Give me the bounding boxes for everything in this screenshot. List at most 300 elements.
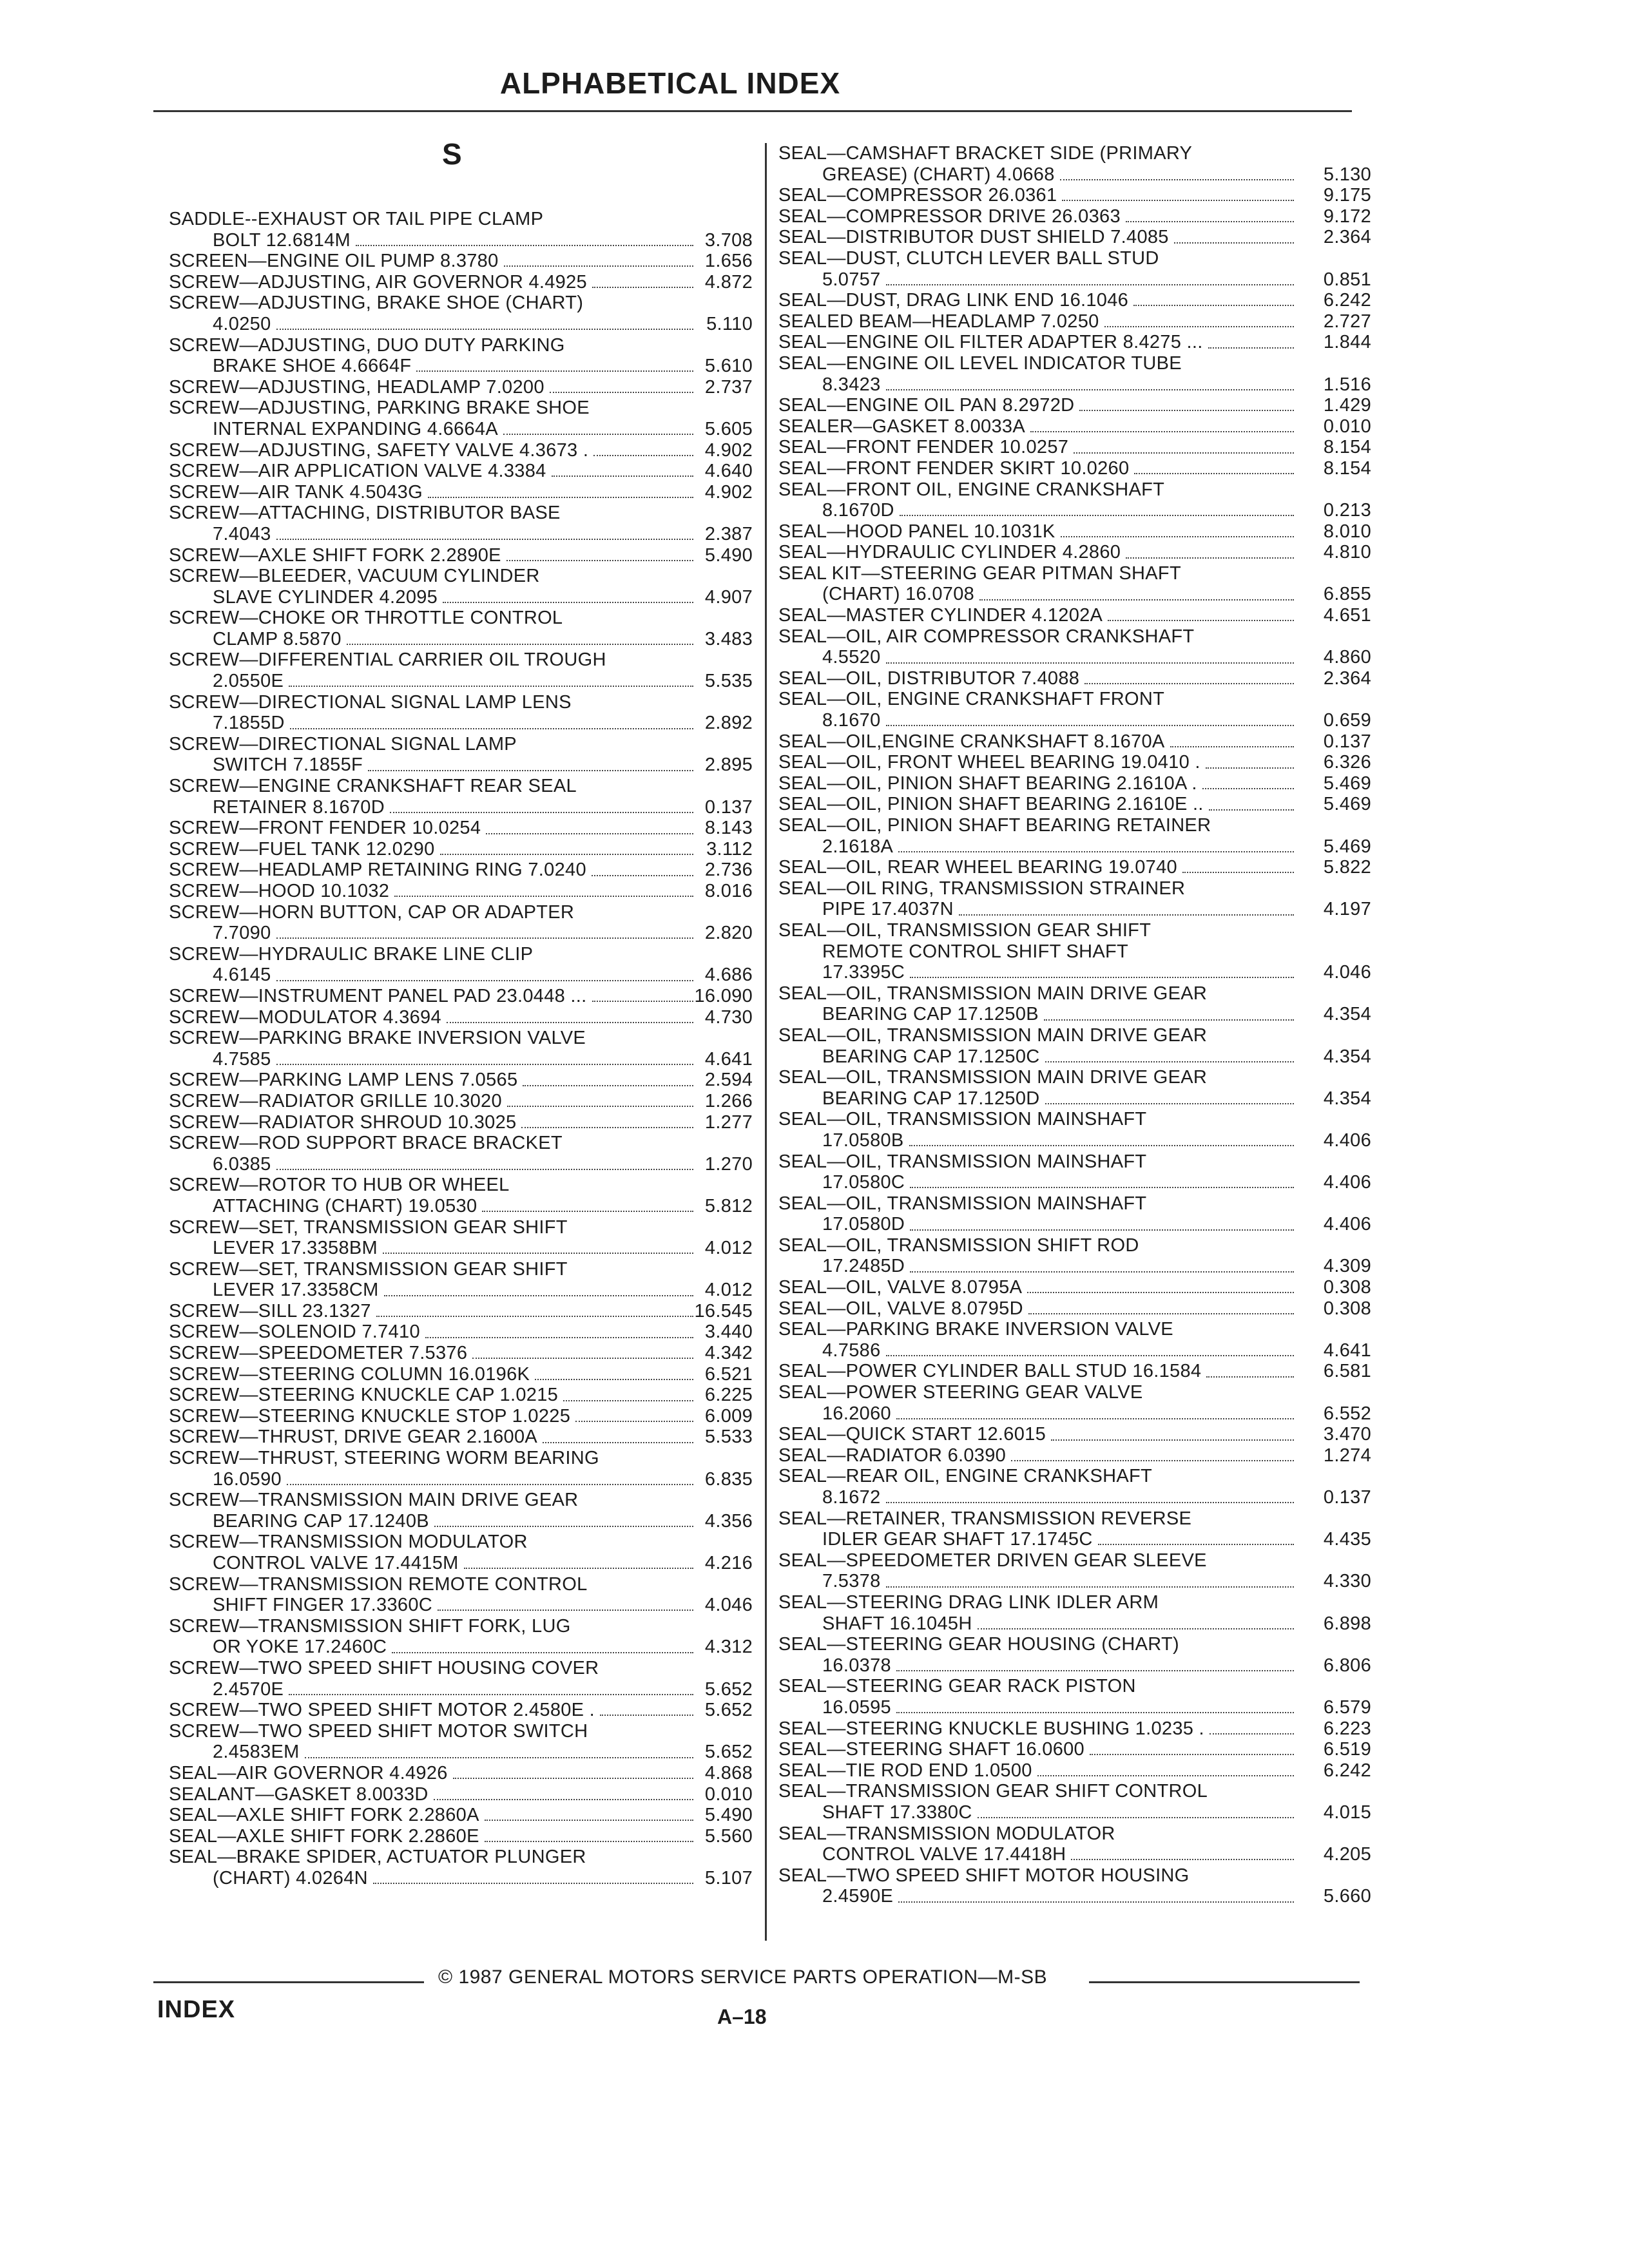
entry-page-number: 6.855 <box>1323 584 1371 605</box>
dot-leader <box>978 1817 1294 1818</box>
entry-page-number: 5.490 <box>704 544 753 566</box>
entry-text: 4.7586 <box>822 1340 881 1361</box>
dot-leader <box>347 644 693 645</box>
entry-page-number: 4.406 <box>1323 1214 1371 1235</box>
index-entry <box>169 335 753 377</box>
dot-leader <box>535 1379 693 1380</box>
entry-text: SCREW—RADIATOR GRILLE 10.3020 <box>169 1090 502 1111</box>
index-entry <box>778 1361 1371 1382</box>
dot-leader <box>276 1169 694 1170</box>
entry-page-number: 5.533 <box>704 1427 753 1448</box>
entry-text: 17.3395C <box>822 962 905 983</box>
index-entry <box>778 1508 1371 1550</box>
entry-text: PIPE 17.4037N <box>822 899 954 920</box>
entry-text: SEAL—TIE ROD END 1.0500 <box>778 1760 1032 1781</box>
dot-leader <box>1206 767 1294 769</box>
entry-text: 16.2060 <box>822 1403 891 1424</box>
dot-leader <box>593 455 693 456</box>
dot-leader <box>1182 872 1294 873</box>
section-name: INDEX <box>157 1996 236 2023</box>
index-entry <box>169 1133 753 1175</box>
entry-text: 6.0385 <box>213 1153 271 1175</box>
entry-text: GREASE) (CHART) 4.0668 <box>822 164 1055 185</box>
index-column-left <box>169 209 753 1889</box>
dot-leader <box>910 977 1294 978</box>
entry-text: 2.0550E <box>213 671 284 692</box>
entry-text: SEAL—OIL,ENGINE CRANKSHAFT 8.1670A <box>778 731 1165 752</box>
entry-text: SCREW—AIR TANK 4.5043G <box>169 481 423 503</box>
footer-rule-right <box>1089 1981 1360 1983</box>
entry-text: SEAL—OIL, DISTRIBUTOR 7.4088 <box>778 668 1080 689</box>
dot-leader <box>1170 746 1294 747</box>
entry-page-number: 1.844 <box>1323 332 1371 353</box>
entry-text: 8.3423 <box>822 374 881 395</box>
page-number: A–18 <box>717 2005 767 2028</box>
dot-leader <box>290 728 693 729</box>
entry-text: SEAL—ENGINE OIL FILTER ADAPTER 8.4275 ... <box>778 332 1203 353</box>
index-entry <box>169 1847 753 1888</box>
entry-page-number: 2.892 <box>704 713 753 734</box>
index-entry <box>169 1784 753 1805</box>
entry-page-number: 2.820 <box>704 923 753 944</box>
dot-leader <box>910 1187 1294 1188</box>
entry-page-number: 9.175 <box>1323 185 1371 206</box>
dot-leader <box>898 851 1294 852</box>
dot-leader <box>276 1064 694 1065</box>
dot-leader <box>898 1901 1294 1903</box>
dot-leader <box>896 1418 1294 1419</box>
entry-text: SEAL—OIL, TRANSMISSION MAIN DRIVE GEAR <box>778 1024 1208 1046</box>
entry-text: SCREW—HOOD 10.1032 <box>169 881 390 901</box>
dot-leader <box>979 599 1294 601</box>
index-entry <box>169 776 753 818</box>
entry-page-number: 3.470 <box>1323 1424 1371 1445</box>
dot-leader <box>356 245 693 246</box>
index-entry <box>169 566 753 608</box>
dot-leader <box>563 1400 693 1401</box>
entry-page-number: 4.012 <box>704 1280 753 1301</box>
entry-page-number: 4.435 <box>1323 1529 1371 1550</box>
entry-text: SCREW—AXLE SHIFT FORK 2.2890E <box>169 544 501 566</box>
index-entry <box>169 860 753 881</box>
entry-text: SEAL—STEERING DRAG LINK IDLER ARM <box>778 1591 1159 1613</box>
entry-page-number: 4.907 <box>704 586 753 608</box>
entry-text: BEARING CAP 17.1250B <box>822 1004 1039 1025</box>
dot-leader <box>543 1442 693 1443</box>
entry-text: SCREW—ADJUSTING, AIR GOVERNOR 4.4925 <box>169 271 587 293</box>
entry-text: SEAL—OIL, REAR WHEEL BEARING 19.0740 <box>778 857 1177 878</box>
index-entry <box>778 1025 1371 1067</box>
entry-text: SEAL—HYDRAULIC CYLINDER 4.2860 <box>778 542 1121 563</box>
dot-leader <box>592 875 693 876</box>
dot-leader <box>575 1421 693 1422</box>
entry-text: SEAL—RADIATOR 6.0390 <box>778 1445 1007 1466</box>
entry-page-number: 4.216 <box>704 1553 753 1573</box>
entry-text: 4.7585 <box>213 1048 271 1070</box>
index-entry <box>169 251 753 272</box>
dot-leader <box>1108 620 1294 621</box>
copyright-notice: © 1987 GENERAL MOTORS SERVICE PARTS OPERATION—M-SB <box>438 1966 1048 1988</box>
entry-text: SCREW—TRANSMISSION MAIN DRIVE GEAR <box>169 1490 579 1511</box>
index-entry <box>169 1175 753 1216</box>
dot-leader <box>453 1778 693 1779</box>
dot-leader <box>289 1694 693 1695</box>
entry-text: SCREW—BLEEDER, VACUUM CYLINDER <box>169 566 540 587</box>
entry-page-number: 6.579 <box>1323 1696 1371 1718</box>
entry-page-number: 2.727 <box>1323 311 1371 332</box>
dot-leader <box>1074 452 1294 454</box>
index-entry <box>778 1634 1371 1676</box>
entry-text: CONTROL VALVE 17.4415M <box>213 1553 459 1573</box>
dot-leader <box>592 1001 694 1002</box>
dot-leader <box>464 1568 693 1569</box>
entry-text: 2.4570E <box>213 1678 284 1700</box>
entry-page-number: 6.009 <box>704 1405 753 1427</box>
index-entry <box>778 1781 1371 1823</box>
entry-text: BEARING CAP 17.1250C <box>822 1046 1040 1067</box>
index-entry <box>169 1805 753 1826</box>
dot-leader <box>1071 1859 1294 1860</box>
dot-leader <box>959 914 1294 916</box>
entry-page-number: 6.806 <box>1323 1655 1371 1676</box>
entry-page-number: 2.736 <box>704 860 753 881</box>
dot-leader <box>1045 1103 1294 1104</box>
dot-leader <box>440 854 693 855</box>
index-entry <box>169 986 753 1007</box>
entry-page-number: 0.213 <box>1323 500 1371 521</box>
dot-leader <box>434 1526 693 1527</box>
index-entry <box>778 143 1371 185</box>
index-entry <box>778 1382 1371 1424</box>
index-entry <box>169 1321 753 1343</box>
dot-leader <box>384 1295 693 1296</box>
entry-page-number: 4.902 <box>704 481 753 503</box>
index-entry <box>169 1658 753 1700</box>
entry-text: SCREW—SILL 23.1327 <box>169 1300 371 1321</box>
entry-text: SEAL—OIL, PINION SHAFT BEARING 2.1610A . <box>778 773 1197 794</box>
dot-leader <box>550 392 693 393</box>
entry-text: SCREW—SOLENOID 7.7410 <box>169 1321 420 1343</box>
dot-leader <box>1062 200 1294 201</box>
entry-text: SEAL KIT—STEERING GEAR PITMAN SHAFT <box>778 562 1181 584</box>
entry-text: SEAL—MASTER CYLINDER 4.1202A <box>778 605 1103 626</box>
entry-page-number: 4.406 <box>1323 1172 1371 1193</box>
index-entry <box>778 437 1371 458</box>
entry-text: SCREW—ADJUSTING, SAFETY VALVE 4.3673 . <box>169 439 589 461</box>
index-entry <box>169 734 753 776</box>
entry-text: SEAL—TWO SPEED SHIFT MOTOR HOUSING <box>778 1865 1190 1886</box>
entry-page-number: 6.519 <box>1323 1739 1371 1760</box>
dot-leader <box>886 1502 1295 1503</box>
entry-text: SEAL—STEERING SHAFT 16.0600 <box>778 1739 1084 1760</box>
dot-leader <box>1126 221 1294 222</box>
entry-text: SCREW—TRANSMISSION SHIFT FORK, LUG <box>169 1615 571 1637</box>
entry-page-number: 4.640 <box>704 461 753 482</box>
entry-page-number: 5.490 <box>704 1805 753 1826</box>
entry-page-number: 3.440 <box>704 1321 753 1343</box>
entry-page-number: 5.812 <box>704 1195 753 1216</box>
dot-leader <box>1206 1376 1294 1378</box>
dot-leader <box>1037 1775 1294 1776</box>
entry-text: SEAL—OIL, VALVE 8.0795D <box>778 1298 1023 1319</box>
index-entry <box>778 752 1371 773</box>
dot-leader <box>276 539 694 540</box>
entry-text: SHIFT FINGER 17.3360C <box>213 1595 432 1616</box>
entry-page-number: 2.594 <box>704 1070 753 1091</box>
entry-text: SCREW—ROTOR TO HUB OR WHEEL <box>169 1175 510 1196</box>
entry-page-number: 4.342 <box>704 1343 753 1364</box>
entry-page-number: 6.223 <box>1323 1718 1371 1739</box>
entry-text: SCREW—SPEEDOMETER 7.5376 <box>169 1343 468 1364</box>
entry-text: SEALER—GASKET 8.0033A <box>778 416 1025 437</box>
entry-page-number: 6.326 <box>1323 752 1371 773</box>
entry-text: SCREW—HEADLAMP RETAINING RING 7.0240 <box>169 860 586 881</box>
entry-text: SCREW—STEERING KNUCKLE STOP 1.0225 <box>169 1405 571 1427</box>
entry-text: SCREW—THRUST, STEERING WORM BEARING <box>169 1448 599 1469</box>
entry-text: SCREW—ADJUSTING, DUO DUTY PARKING <box>169 334 565 356</box>
dot-leader <box>287 1484 693 1485</box>
entry-text: 2.1618A <box>822 836 894 857</box>
dot-leader <box>886 1355 1295 1356</box>
entry-page-number: 6.835 <box>704 1468 753 1490</box>
entry-page-number: 4.686 <box>704 965 753 986</box>
index-entry <box>778 332 1371 353</box>
entry-page-number: 5.110 <box>706 313 753 334</box>
dot-leader <box>600 1715 693 1716</box>
index-entry <box>778 1235 1371 1277</box>
entry-text: (CHART) 16.0708 <box>822 584 975 605</box>
dot-leader <box>443 602 693 603</box>
dot-leader <box>886 725 1295 726</box>
entry-text: BRAKE SHOE 4.6664F <box>213 356 412 377</box>
index-entry <box>778 1319 1371 1361</box>
entry-text: SCREW—FUEL TANK 12.0290 <box>169 838 435 860</box>
index-entry <box>169 1028 753 1070</box>
entry-text: SEAL—AXLE SHIFT FORK 2.2860E <box>169 1825 479 1847</box>
dot-leader <box>1090 1754 1294 1755</box>
dot-leader <box>1044 1019 1294 1021</box>
index-entry <box>778 1739 1371 1760</box>
dot-leader <box>425 1337 693 1338</box>
entry-text: SEAL—COMPRESSOR 26.0361 <box>778 185 1057 206</box>
dot-leader <box>978 1628 1294 1629</box>
index-entry <box>778 1676 1371 1718</box>
entry-text: SEAL—OIL, TRANSMISSION MAINSHAFT <box>778 1109 1147 1130</box>
entry-text: SCREW—TWO SPEED SHIFT HOUSING COVER <box>169 1657 599 1678</box>
entry-text: SEAL—HOOD PANEL 10.1031K <box>778 521 1055 542</box>
index-entry <box>169 608 753 649</box>
dot-leader <box>1061 536 1294 537</box>
entry-page-number: 0.010 <box>704 1783 753 1805</box>
entry-text: 17.0580C <box>822 1172 905 1193</box>
dot-leader <box>1027 1292 1294 1293</box>
header-rule <box>153 110 1352 112</box>
dot-leader <box>383 1253 693 1254</box>
entry-text: LEVER 17.3358BM <box>213 1238 378 1259</box>
entry-text: SEAL—ENGINE OIL PAN 8.2972D <box>778 395 1075 416</box>
entry-page-number: 3.708 <box>704 229 753 251</box>
entry-text: SCREW—ROD SUPPORT BRACE BRACKET <box>169 1133 563 1154</box>
entry-page-number: 3.112 <box>706 838 753 860</box>
entry-page-number: 1.266 <box>704 1090 753 1111</box>
entry-text: LEVER 17.3358CM <box>213 1280 379 1301</box>
entry-text: SHAFT 17.3380C <box>822 1802 972 1823</box>
index-entry <box>169 461 753 482</box>
entry-text: SEAL—OIL, TRANSMISSION SHIFT ROD <box>778 1235 1139 1256</box>
entry-text: SEAL—OIL, TRANSMISSION MAIN DRIVE GEAR <box>778 983 1208 1004</box>
entry-text: SEAL—PARKING BRAKE INVERSION VALVE <box>778 1319 1173 1340</box>
entry-page-number: 4.868 <box>704 1762 753 1783</box>
index-entry <box>169 818 753 839</box>
dot-leader <box>1084 683 1294 684</box>
entry-page-number: 6.225 <box>704 1385 753 1406</box>
entry-page-number: 6.552 <box>1323 1403 1371 1424</box>
entry-text: SEAL—OIL, VALVE 8.0795A <box>778 1277 1023 1298</box>
dot-leader <box>482 1211 693 1212</box>
page-title: ALPHABETICAL INDEX <box>499 66 841 100</box>
entry-page-number: 4.046 <box>1323 962 1371 983</box>
index-entry <box>169 1343 753 1364</box>
entry-text: SCREW—HYDRAULIC BRAKE LINE CLIP <box>169 943 534 965</box>
dot-leader <box>896 1670 1294 1671</box>
index-entry <box>169 1070 753 1091</box>
entry-page-number: 2.364 <box>1323 227 1371 248</box>
entry-text: SEAL—DUST, CLUTCH LEVER BALL STUD <box>778 247 1159 269</box>
entry-text: OR YOKE 17.2460C <box>213 1637 387 1658</box>
entry-text: BEARING CAP 17.1240B <box>213 1510 429 1532</box>
entry-page-number: 6.521 <box>704 1363 753 1385</box>
entry-text: SCREW—TWO SPEED SHIFT MOTOR SWITCH <box>169 1720 588 1742</box>
dot-leader <box>472 1358 693 1359</box>
dot-leader <box>394 896 693 897</box>
entry-page-number: 4.197 <box>1323 899 1371 920</box>
index-entry <box>778 1067 1371 1109</box>
entry-text: SCREW—ENGINE CRANKSHAFT REAR SEAL <box>169 776 577 797</box>
entry-text: ATTACHING (CHART) 19.0530 <box>213 1195 477 1216</box>
entry-text: SCREW—TWO SPEED SHIFT MOTOR 2.4580E . <box>169 1700 595 1721</box>
entry-text: SCREW—TRANSMISSION MODULATOR <box>169 1532 528 1553</box>
entry-page-number: 5.107 <box>704 1867 753 1888</box>
entry-page-number: 4.406 <box>1323 1129 1371 1151</box>
index-entry <box>169 944 753 986</box>
index-entry <box>778 227 1371 248</box>
entry-text: SEAL—OIL, TRANSMISSION MAIN DRIVE GEAR <box>778 1067 1208 1088</box>
entry-page-number: 4.641 <box>1323 1340 1371 1361</box>
entry-text: SCREW—THRUST, DRIVE GEAR 2.1600A <box>169 1427 538 1448</box>
index-entry <box>169 293 753 334</box>
entry-page-number: 5.652 <box>704 1742 753 1763</box>
entry-page-number: 9.172 <box>1323 206 1371 227</box>
index-entry <box>778 458 1371 479</box>
index-entry <box>169 1721 753 1763</box>
entry-text: SEAL—TRANSMISSION GEAR SHIFT CONTROL <box>778 1781 1208 1802</box>
dot-leader <box>1208 347 1294 349</box>
index-entry <box>169 1364 753 1385</box>
entry-text: 16.0590 <box>213 1468 282 1490</box>
dot-leader <box>886 1586 1295 1588</box>
index-entry <box>169 649 753 691</box>
index-entry <box>169 1385 753 1406</box>
entry-page-number: 5.560 <box>704 1825 753 1847</box>
entry-page-number: 1.270 <box>704 1153 753 1175</box>
entry-page-number: 4.860 <box>1323 647 1371 668</box>
dot-leader <box>1051 1439 1294 1441</box>
dot-leader <box>485 1841 693 1842</box>
index-entry <box>778 1592 1371 1634</box>
index-entry <box>169 1091 753 1112</box>
dot-leader <box>909 1145 1294 1146</box>
entry-text: BOLT 12.6814M <box>213 229 351 251</box>
dot-leader <box>447 1022 693 1023</box>
entry-text: 17.0580B <box>822 1129 904 1151</box>
entry-text: SCREW—MODULATOR 4.3694 <box>169 1006 441 1028</box>
entry-text: SCREW—ADJUSTING, PARKING BRAKE SHOE <box>169 398 590 419</box>
entry-page-number: 4.046 <box>704 1595 753 1616</box>
entry-text: 8.1670 <box>822 710 881 731</box>
entry-page-number: 8.143 <box>704 818 753 839</box>
index-entry <box>169 1112 753 1133</box>
entry-text: 7.7090 <box>213 923 271 944</box>
entry-page-number: 6.242 <box>1323 290 1371 311</box>
entry-page-number: 6.581 <box>1323 1361 1371 1382</box>
entry-text: SEAL—CAMSHAFT BRACKET SIDE (PRIMARY <box>778 143 1193 164</box>
dot-leader <box>1079 410 1294 411</box>
entry-text: SEAL—OIL, TRANSMISSION GEAR SHIFT <box>778 919 1152 941</box>
entry-page-number: 1.516 <box>1323 374 1371 395</box>
entry-text: 8.1672 <box>822 1487 881 1508</box>
entry-page-number: 0.137 <box>704 796 753 818</box>
dot-leader <box>392 1652 693 1653</box>
entry-page-number: 1.277 <box>704 1111 753 1133</box>
entry-text: SHAFT 16.1045H <box>822 1613 972 1634</box>
dot-leader <box>1209 809 1294 811</box>
entry-text: SCREW—CHOKE OR THROTTLE CONTROL <box>169 608 563 629</box>
dot-leader <box>504 265 693 267</box>
entry-text: SEALED BEAM—HEADLAMP 7.0250 <box>778 311 1099 332</box>
index-entry <box>778 773 1371 794</box>
entry-page-number: 4.354 <box>1323 1004 1371 1025</box>
index-entry <box>169 482 753 503</box>
dot-leader <box>910 1229 1294 1231</box>
index-entry <box>169 440 753 461</box>
entry-text: SEAL—POWER STEERING GEAR VALVE <box>778 1382 1143 1403</box>
index-entry <box>169 545 753 566</box>
entry-page-number: 0.308 <box>1323 1277 1371 1298</box>
entry-text: SEAL—DISTRIBUTOR DUST SHIELD 7.4085 <box>778 227 1169 248</box>
entry-page-number: 4.356 <box>704 1510 753 1532</box>
dot-leader <box>373 1883 693 1884</box>
entry-page-number: 1.429 <box>1323 395 1371 416</box>
index-entry <box>169 272 753 293</box>
entry-page-number: 2.387 <box>704 523 753 544</box>
entry-text: SEAL—OIL, TRANSMISSION MAINSHAFT <box>778 1151 1147 1172</box>
dot-leader <box>552 476 693 477</box>
entry-text: 8.1670D <box>822 500 894 521</box>
dot-leader <box>390 812 693 813</box>
index-entry <box>778 248 1371 290</box>
entry-text: SWITCH 7.1855F <box>213 754 363 776</box>
dot-leader <box>368 770 693 771</box>
index-entry <box>778 521 1371 543</box>
entry-text: SEAL—OIL, FRONT WHEEL BEARING 19.0410 . <box>778 752 1200 773</box>
entry-text: SEAL—BRAKE SPIDER, ACTUATOR PLUNGER <box>169 1847 586 1868</box>
entry-page-number: 4.015 <box>1323 1802 1371 1823</box>
index-entry <box>169 1574 753 1616</box>
entry-text: 2.4583EM <box>213 1742 300 1763</box>
index-entry <box>778 1760 1371 1782</box>
entry-text: SEAL—POWER CYLINDER BALL STUD 16.1584 <box>778 1361 1202 1382</box>
entry-text: SEAL—STEERING KNUCKLE BUSHING 1.0235 . <box>778 1718 1204 1739</box>
